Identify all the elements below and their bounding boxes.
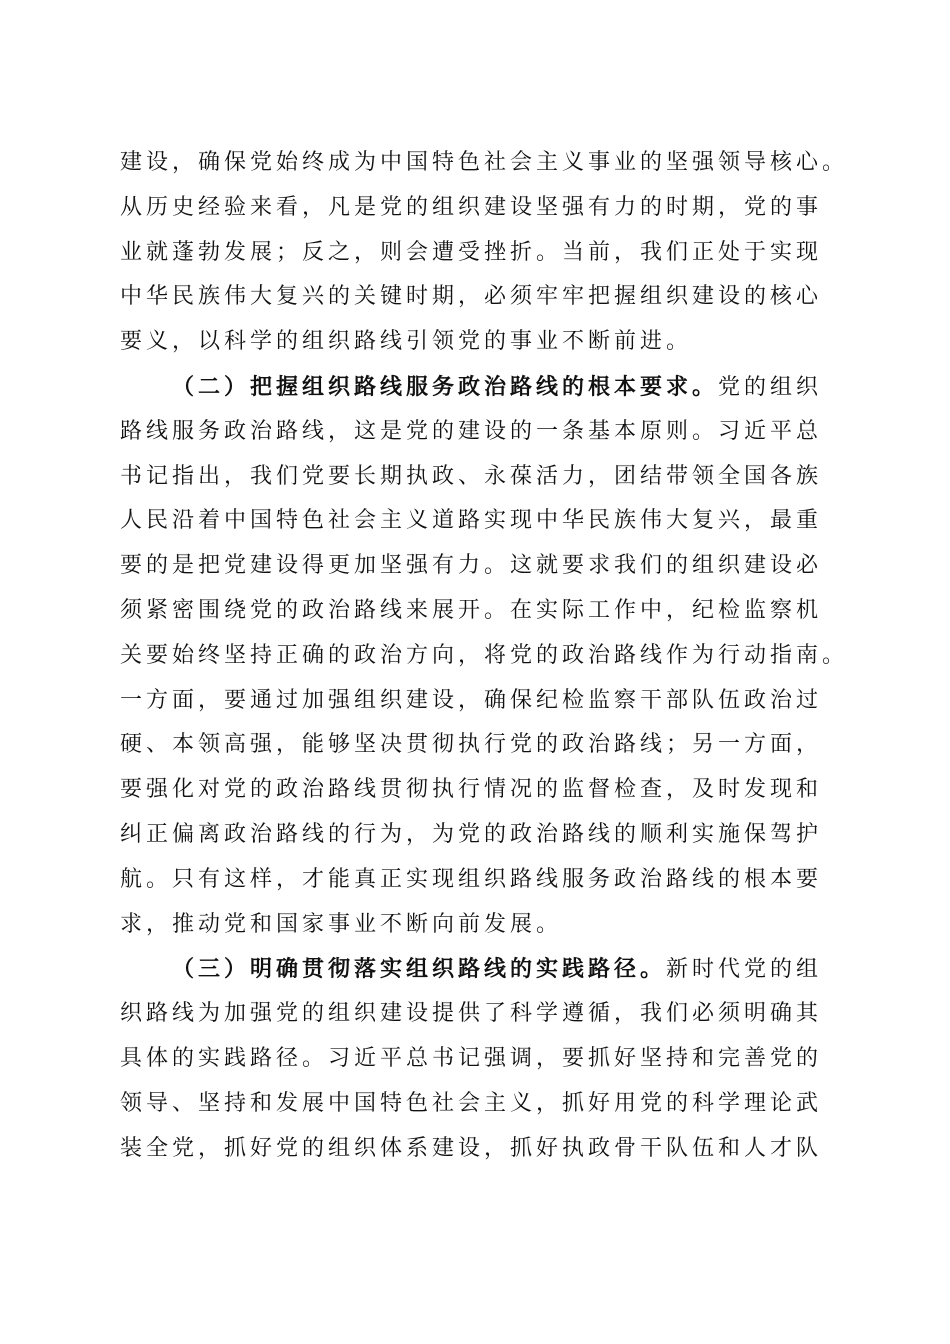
paragraph-2-line-6: 须紧密围绕党的政治路线来展开。在实际工作中，纪检监察机 bbox=[120, 597, 823, 623]
paragraph-1-line-4: 中华民族伟大复兴的关键时期，必须牢牢把握组织建设的核心 bbox=[120, 284, 823, 310]
paragraph-2-line-4: 人民沿着中国特色社会主义道路实现中华民族伟大复兴，最重 bbox=[120, 508, 823, 534]
paragraph-3-line-5: 装全党，抓好党的组织体系建设，抓好执政骨干队伍和人才队 bbox=[120, 1135, 823, 1161]
paragraph-2 bbox=[120, 365, 880, 947]
paragraph-2-line-11: 纠正偏离政治路线的行为，为党的政治路线的顺利实施保驾护 bbox=[120, 821, 823, 847]
paragraph-1 bbox=[120, 141, 880, 365]
paragraph-3-first-line bbox=[120, 947, 880, 992]
paragraph-3-line-4: 领导、坚持和发展中国特色社会主义，抓好用党的科学理论武 bbox=[120, 1090, 823, 1116]
paragraph-2-line-3: 书记指出，我们党要长期执政、永葆活力，团结带领全国各族 bbox=[120, 463, 823, 489]
paragraph-2-line-5: 要的是把党建设得更加坚强有力。这就要求我们的组织建设必 bbox=[120, 553, 823, 579]
paragraph-1-line-1: 建设，确保党始终成为中国特色社会主义事业的坚强领导核心。 bbox=[120, 150, 849, 175]
document-body bbox=[120, 141, 880, 1171]
paragraph-2-line-2: 路线服务政治路线，这是党的建设的一条基本原则。习近平总 bbox=[120, 418, 823, 444]
paragraph-2-line-8: 一方面，要通过加强组织建设，确保纪检监察干部队伍政治过 bbox=[120, 687, 823, 713]
paragraph-2-first-line-text: 党的组织 bbox=[718, 374, 823, 400]
paragraph-1-line-2: 从历史经验来看，凡是党的组织建设坚强有力的时期，党的事 bbox=[120, 194, 823, 220]
paragraph-3-line-3: 具体的实践路径。习近平总书记强调，要抓好坚持和完善党的 bbox=[120, 1045, 823, 1071]
paragraph-2-line-9: 硬、本领高强，能够坚决贯彻执行党的政治路线；另一方面， bbox=[120, 732, 823, 758]
paragraph-3-first-line-text: 新时代党的组 bbox=[666, 957, 823, 983]
paragraph-1-line-5: 要义，以科学的组织路线引领党的事业不断前进。 bbox=[120, 329, 693, 355]
paragraph-1-line-3: 业就蓬勃发展；反之，则会遭受挫折。当前，我们正处于实现 bbox=[120, 239, 823, 265]
paragraph-3-heading: （三）明确贯彻落实组织路线的实践路径。 bbox=[172, 956, 667, 983]
paragraph-3 bbox=[120, 947, 880, 1171]
paragraph-3-line-2: 织路线为加强党的组织建设提供了科学遵循，我们必须明确其 bbox=[120, 1001, 823, 1027]
paragraph-2-first-line bbox=[120, 365, 880, 410]
paragraph-2-line-12: 航。只有这样，才能真正实现组织路线服务政治路线的根本要 bbox=[120, 866, 823, 892]
paragraph-2-line-7: 关要始终坚持正确的政治方向，将党的政治路线作为行动指南。 bbox=[120, 642, 849, 668]
paragraph-2-heading: （二）把握组织路线服务政治路线的根本要求。 bbox=[172, 373, 719, 400]
paragraph-2-line-13: 求，推动党和国家事业不断向前发展。 bbox=[120, 911, 563, 937]
paragraph-2-line-10: 要强化对党的政治路线贯彻执行情况的监督检查，及时发现和 bbox=[120, 777, 823, 803]
